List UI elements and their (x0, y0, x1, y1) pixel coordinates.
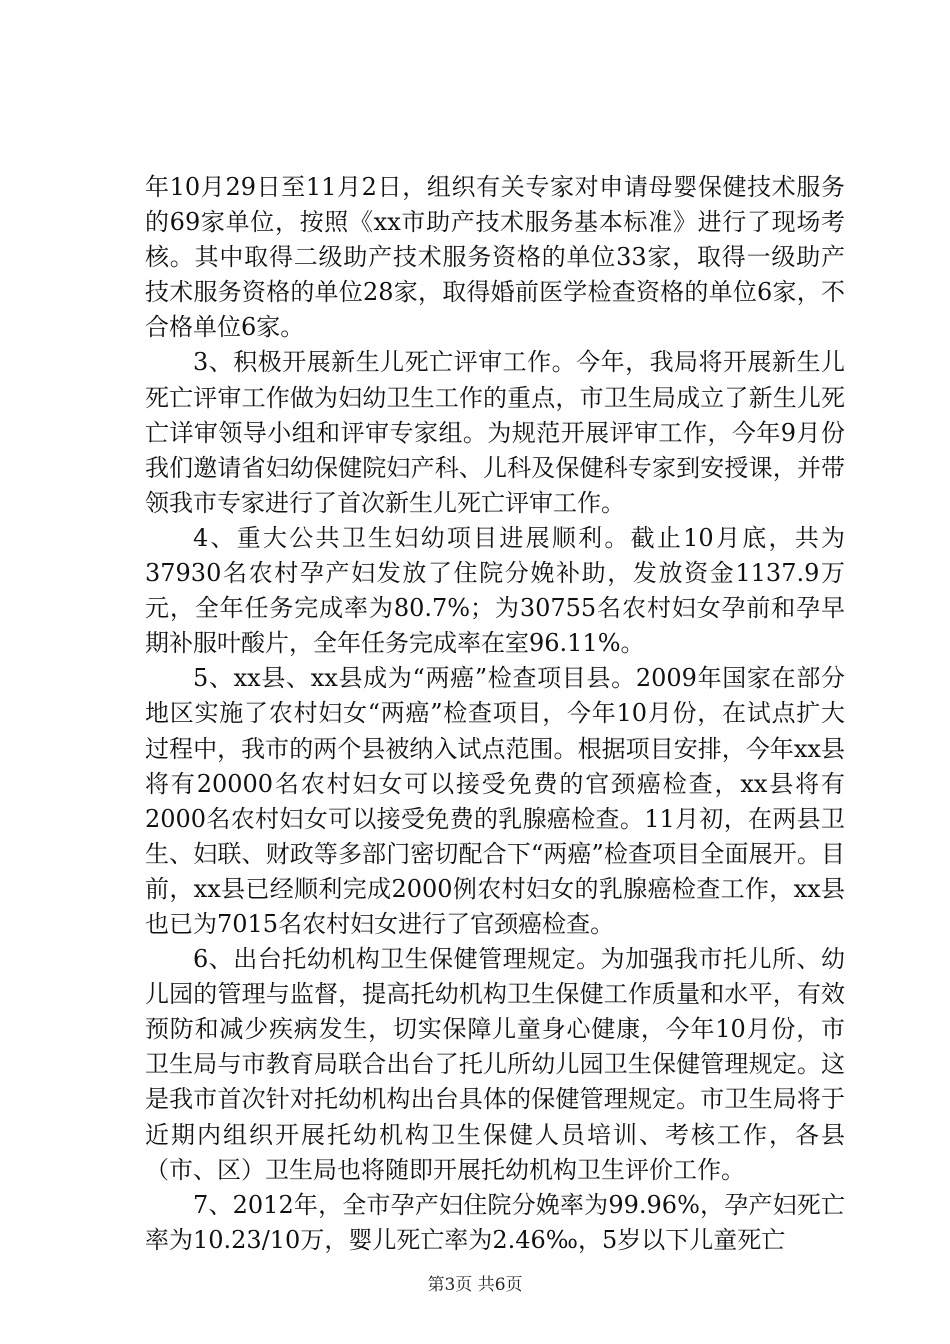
page-footer (0, 1270, 950, 1295)
document-body (145, 170, 845, 1258)
paragraph-item-7: 7、2012年，全市孕产妇住院分娩率为99.96%，孕产妇死亡率为10.23/10万，婴儿死亡率为2.46‰，5岁以下儿童死亡 (145, 1190, 845, 1254)
paragraph-item-5: 5、xx县、xx县成为“两癌”检查项目县。2009年国家在部分地区实施了农村妇女“两癌”检查项目，今年10月份，在试点扩大过程中，我市的两个县被纳入试点范围。根据项目安排，今年xx县将有20000名农村妇女可以接受免费的官颈癌检查，xx县将有2000名农村妇女可以接受免费的乳腺癌检查。11月初，在两县卫生、妇联、财政等多部门密切配合下“两癌”检查项目全面展开。目前，xx县已经顺利完成2000例农村妇女的乳腺癌检查工作，xx县也已为7015名农村妇女进行了官颈癌检查。 (145, 664, 845, 938)
page-number-label: 第3页 共6页 (427, 1275, 523, 1295)
paragraph-item-6: 6、出台托幼机构卫生保健管理规定。为加强我市托儿所、幼儿园的管理与监督，提高托幼机构卫生保健工作质量和水平，有效预防和减少疾病发生，切实保障儿童身心健康，今年10月份，市卫生局与市教育局联合出台了托儿所幼儿园卫生保健管理规定。这是我市首次针对托幼机构出台具体的保健管理规定。市卫生局将于近期内组织开展托幼机构卫生保健人员培训、考核工作，各县（市、区）卫生局也将随即开展托幼机构卫生评价工作。 (145, 945, 845, 1184)
paragraph-continuation: 年10月29日至11月2日，组织有关专家对申请母婴保健技术服务的69家单位，按照《xx市助产技术服务基本标准》进行了现场考核。其中取得二级助产技术服务资格的单位33家，取得一级助产技术服务资格的单位28家，取得婚前医学检查资格的单位6家，不合格单位6家。 (145, 173, 845, 342)
paragraph-item-3: 3、积极开展新生儿死亡评审工作。今年，我局将开展新生儿死亡评审工作做为妇幼卫生工作的重点，市卫生局成立了新生儿死亡详审领导小组和评审专家组。为规范开展评审工作，今年9月份我们邀请省妇幼保健院妇产科、儿科及保健科专家到安授课，并带领我市专家进行了首次新生儿死亡评审工作。 (145, 348, 845, 517)
paragraph-item-4: 4、重大公共卫生妇幼项目进展顺利。截止10月底，共为37930名农村孕产妇发放了住院分娩补助，发放资金1137.9万元，全年任务完成率为80.7%；为30755名农村妇女孕前和孕早期补服叶酸片，全年任务完成率在室96.11%。 (145, 523, 845, 658)
